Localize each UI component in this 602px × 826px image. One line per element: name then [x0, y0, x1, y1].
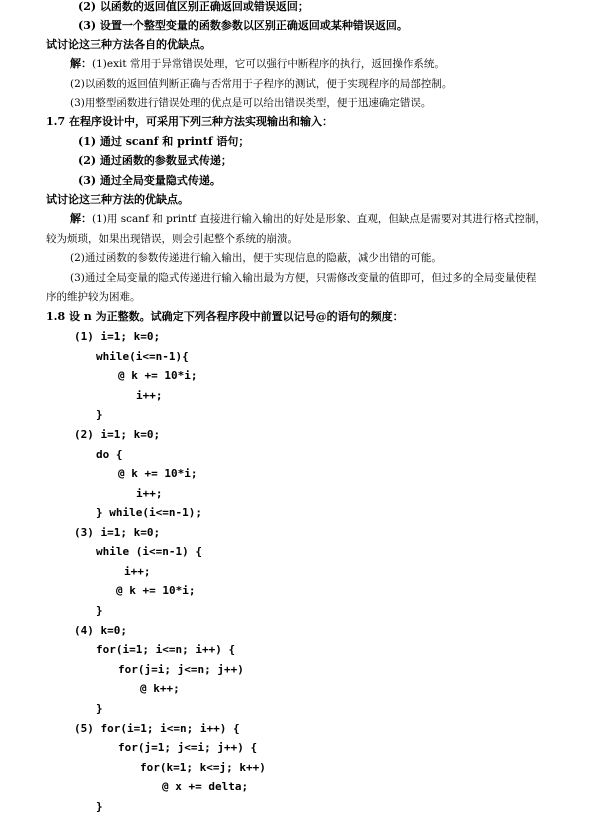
q18-title: 1.8 设 n 为正整数。试确定下列各程序段中前置以记号@的语句的频度：: [46, 310, 404, 323]
code5-line-5: }: [96, 800, 103, 813]
code2-line-3: @ k += 10*i;: [118, 467, 198, 480]
q17-item-1: (1) 通过 scanf 和 printf 语句；: [78, 135, 250, 148]
code3-line-1: (3) i=1; k=0;: [74, 526, 161, 539]
q16-answer-1-line: [70, 57, 445, 71]
q16-answer-1: (1)exit 常用于异常错误处理，它可以强行中断程序的执行，返回操作系统。: [92, 58, 445, 70]
code4-line-4: @ k++;: [140, 682, 180, 695]
code4-line-5: }: [96, 702, 103, 715]
q17-item-3: (3) 通过全局变量隐式传递。: [78, 174, 221, 187]
code2-line-5: } while(i<=n-1);: [96, 506, 202, 519]
q16-answer-label: 解：: [70, 57, 92, 70]
code1-line-3: @ k += 10*i;: [118, 369, 198, 382]
code3-line-2: while (i<=n-1) {: [96, 545, 202, 558]
q17-answer-1b: 较为烦琐，如果出现错误，则会引起整个系统的崩溃。: [46, 233, 298, 245]
code2-line-4: i++;: [136, 487, 163, 500]
q16-prompt: 试讨论这三种方法各自的优缺点。: [46, 38, 211, 51]
code5-line-2: for(j=1; j<=i; j++) {: [118, 741, 258, 754]
q16-answer-3: (3)用整型函数进行错误处理的优点是可以给出错误类型，便于迅速确定错误。: [70, 97, 432, 109]
q17-answer-3b: 序的维护较为困难。: [46, 291, 141, 303]
code2-line-1: (2) i=1; k=0;: [74, 428, 161, 441]
q17-answer-1-line: [70, 212, 546, 226]
q17-answer-2: (2)通过函数的参数传递进行输入输出，便于实现信息的隐蔽，减少出错的可能。: [70, 252, 442, 264]
q17-item-2: (2) 通过函数的参数显式传递；: [78, 154, 232, 167]
q17-answer-3a: (3)通过全局变量的隐式传递进行输入输出最为方便，只需修改变量的值即可，但过多的全局变量使程: [70, 272, 537, 284]
q17-answer-1a: (1)用 scanf 和 printf 直接进行输入输出的好处是形象、直观，但缺点是需要对其进行格式控制，: [92, 213, 546, 225]
code1-line-1: (1) i=1; k=0;: [74, 330, 161, 343]
code5-line-4: @ x += delta;: [162, 780, 249, 793]
q17-prompt: 试讨论这三种方法的优缺点。: [46, 193, 189, 206]
code5-line-1: (5) for(i=1; i<=n; i++) {: [74, 722, 240, 735]
q16-item-3: (3) 设置一个整型变量的函数参数以区别正确返回或某种错误返回。: [78, 19, 408, 32]
code3-line-3: i++;: [124, 565, 151, 578]
code1-line-4: i++;: [136, 389, 163, 402]
code3-line-4: @ k += 10*i;: [116, 584, 196, 597]
q17-title: 1.7 在程序设计中，可采用下列三种方法实现输出和输入：: [46, 115, 333, 128]
code4-line-2: for(i=1; i<=n; i++) {: [96, 643, 236, 656]
code5-line-3: for(k=1; k<=j; k++): [140, 761, 266, 774]
code3-line-5: }: [96, 604, 103, 617]
q17-answer-label: 解：: [70, 212, 92, 225]
code2-line-2: do {: [96, 448, 123, 461]
code1-line-2: while(i<=n-1){: [96, 350, 189, 363]
code4-line-1: (4) k=0;: [74, 624, 127, 637]
code1-line-5: }: [96, 408, 103, 421]
q16-item-2: (2) 以函数的返回值区别正确返回或错误返回；: [78, 0, 309, 13]
q16-answer-2: (2)以函数的返回值判断正确与否常用于子程序的测试，便于实现程序的局部控制。: [70, 78, 453, 90]
code4-line-3: for(j=i; j<=n; j++): [118, 663, 244, 676]
